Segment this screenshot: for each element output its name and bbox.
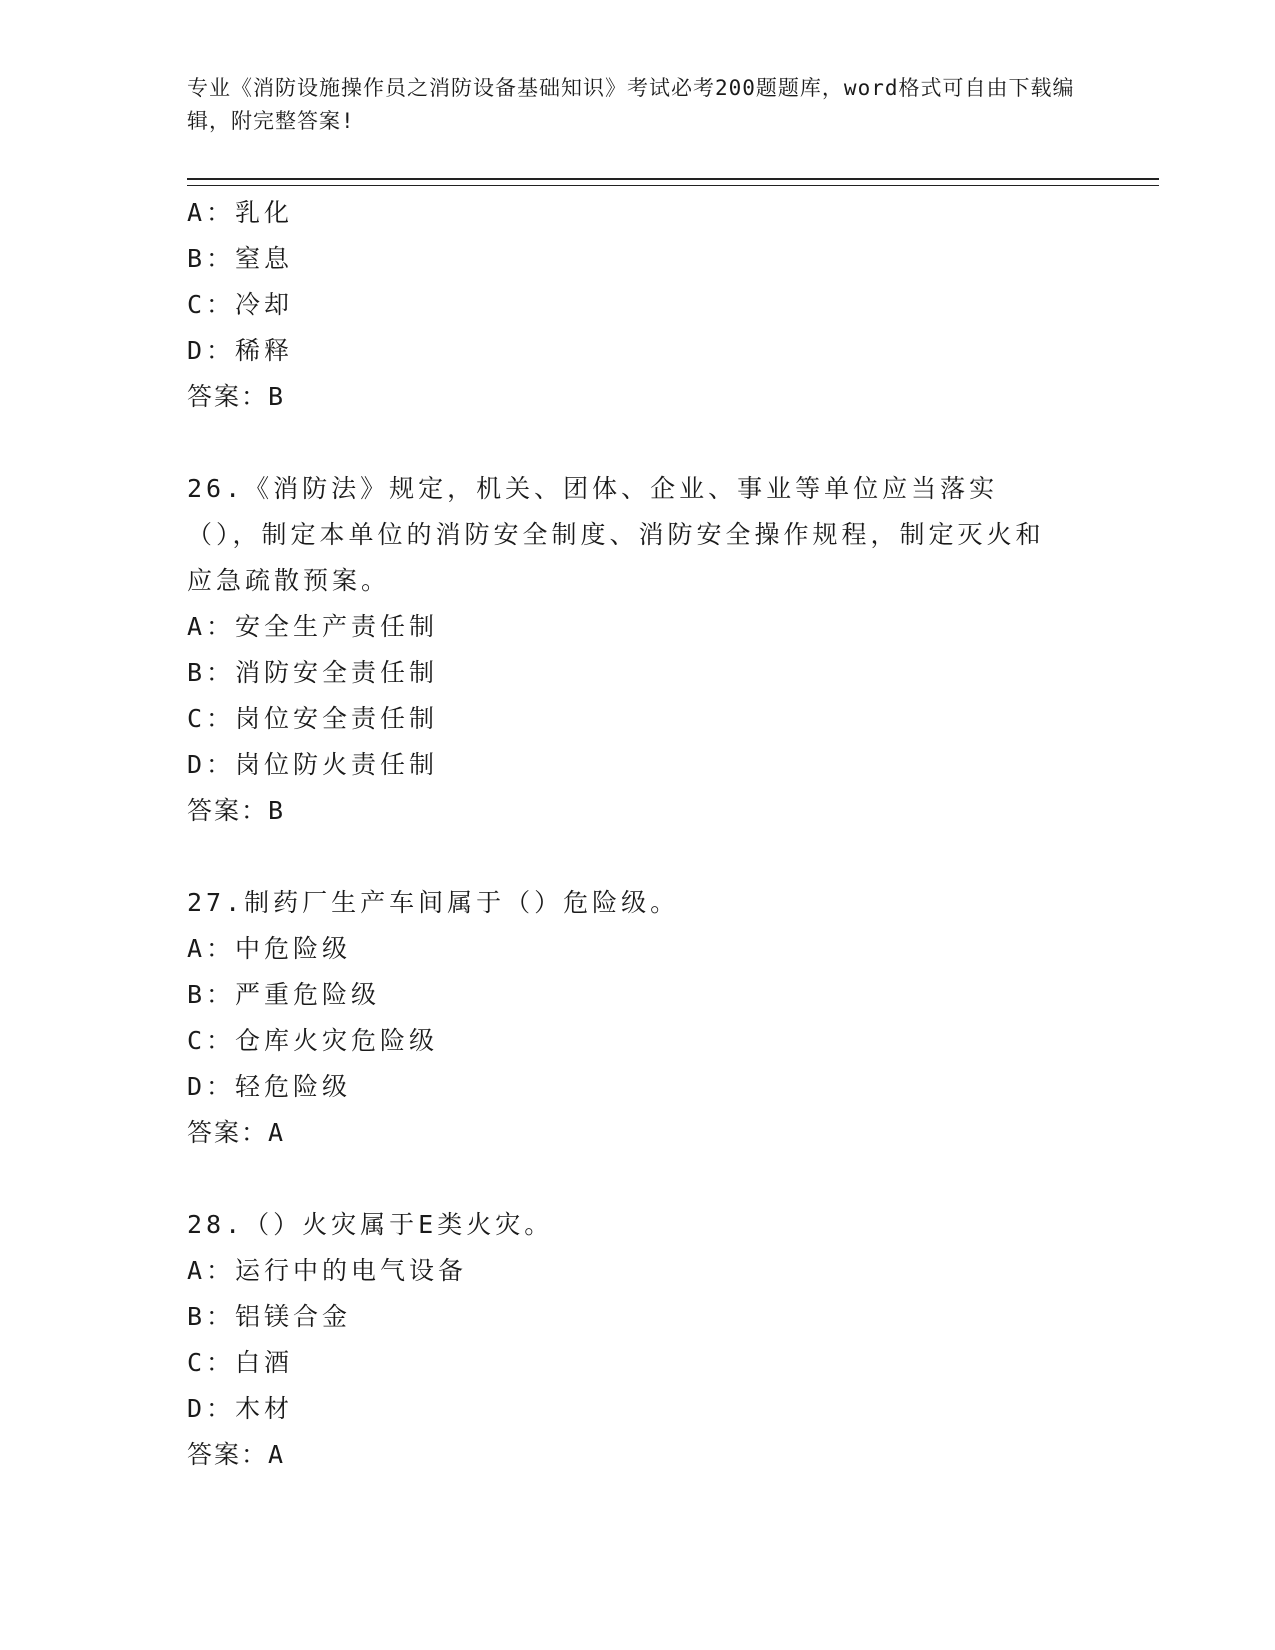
question-item: [187, 880, 1087, 1156]
question-item: [187, 1202, 1087, 1478]
document-header: [187, 72, 1087, 138]
spacer: [187, 1156, 1087, 1202]
option-d: D：岗位防火责任制: [187, 750, 439, 779]
question-list: [187, 190, 1087, 1478]
option-b: B：窒息: [187, 244, 294, 273]
option-d: D：轻危险级: [187, 1072, 352, 1101]
answer-line: 答案：B: [187, 796, 286, 825]
spacer: [187, 834, 1087, 880]
option-a: A：运行中的电气设备: [187, 1256, 468, 1285]
option-b: B：严重危险级: [187, 980, 381, 1009]
option-a: A：乳化: [187, 198, 294, 227]
answer-line: 答案：B: [187, 382, 286, 411]
question-text: 26.《消防法》规定，机关、团体、企业、事业等单位应当落实（），制定本单位的消防安全制度、消防安全操作规程，制定灭火和应急疏散预案。: [187, 474, 1045, 595]
option-c: C：白酒: [187, 1348, 294, 1377]
option-a: A：中危险级: [187, 934, 352, 963]
option-c: C：冷却: [187, 290, 294, 319]
option-a: A：安全生产责任制: [187, 612, 439, 641]
option-c: C：仓库火灾危险级: [187, 1026, 439, 1055]
question-item: [187, 466, 1087, 834]
answer-line: 答案：A: [187, 1440, 286, 1469]
option-d: D：稀释: [187, 336, 294, 365]
spacer: [187, 420, 1087, 466]
question-item: [187, 190, 1087, 420]
answer-line: 答案：A: [187, 1118, 286, 1147]
option-b: B：铝镁合金: [187, 1302, 352, 1331]
option-c: C：岗位安全责任制: [187, 704, 439, 733]
option-d: D：木材: [187, 1394, 294, 1423]
header-title: 专业《消防设施操作员之消防设备基础知识》考试必考200题题库，word格式可自由下载编辑，附完整答案!: [187, 76, 1075, 133]
header-divider: [187, 178, 1159, 186]
question-text: 28.（）火灾属于E类火灾。: [187, 1210, 554, 1239]
question-text: 27.制药厂生产车间属于（）危险级。: [187, 888, 680, 917]
option-b: B：消防安全责任制: [187, 658, 439, 687]
